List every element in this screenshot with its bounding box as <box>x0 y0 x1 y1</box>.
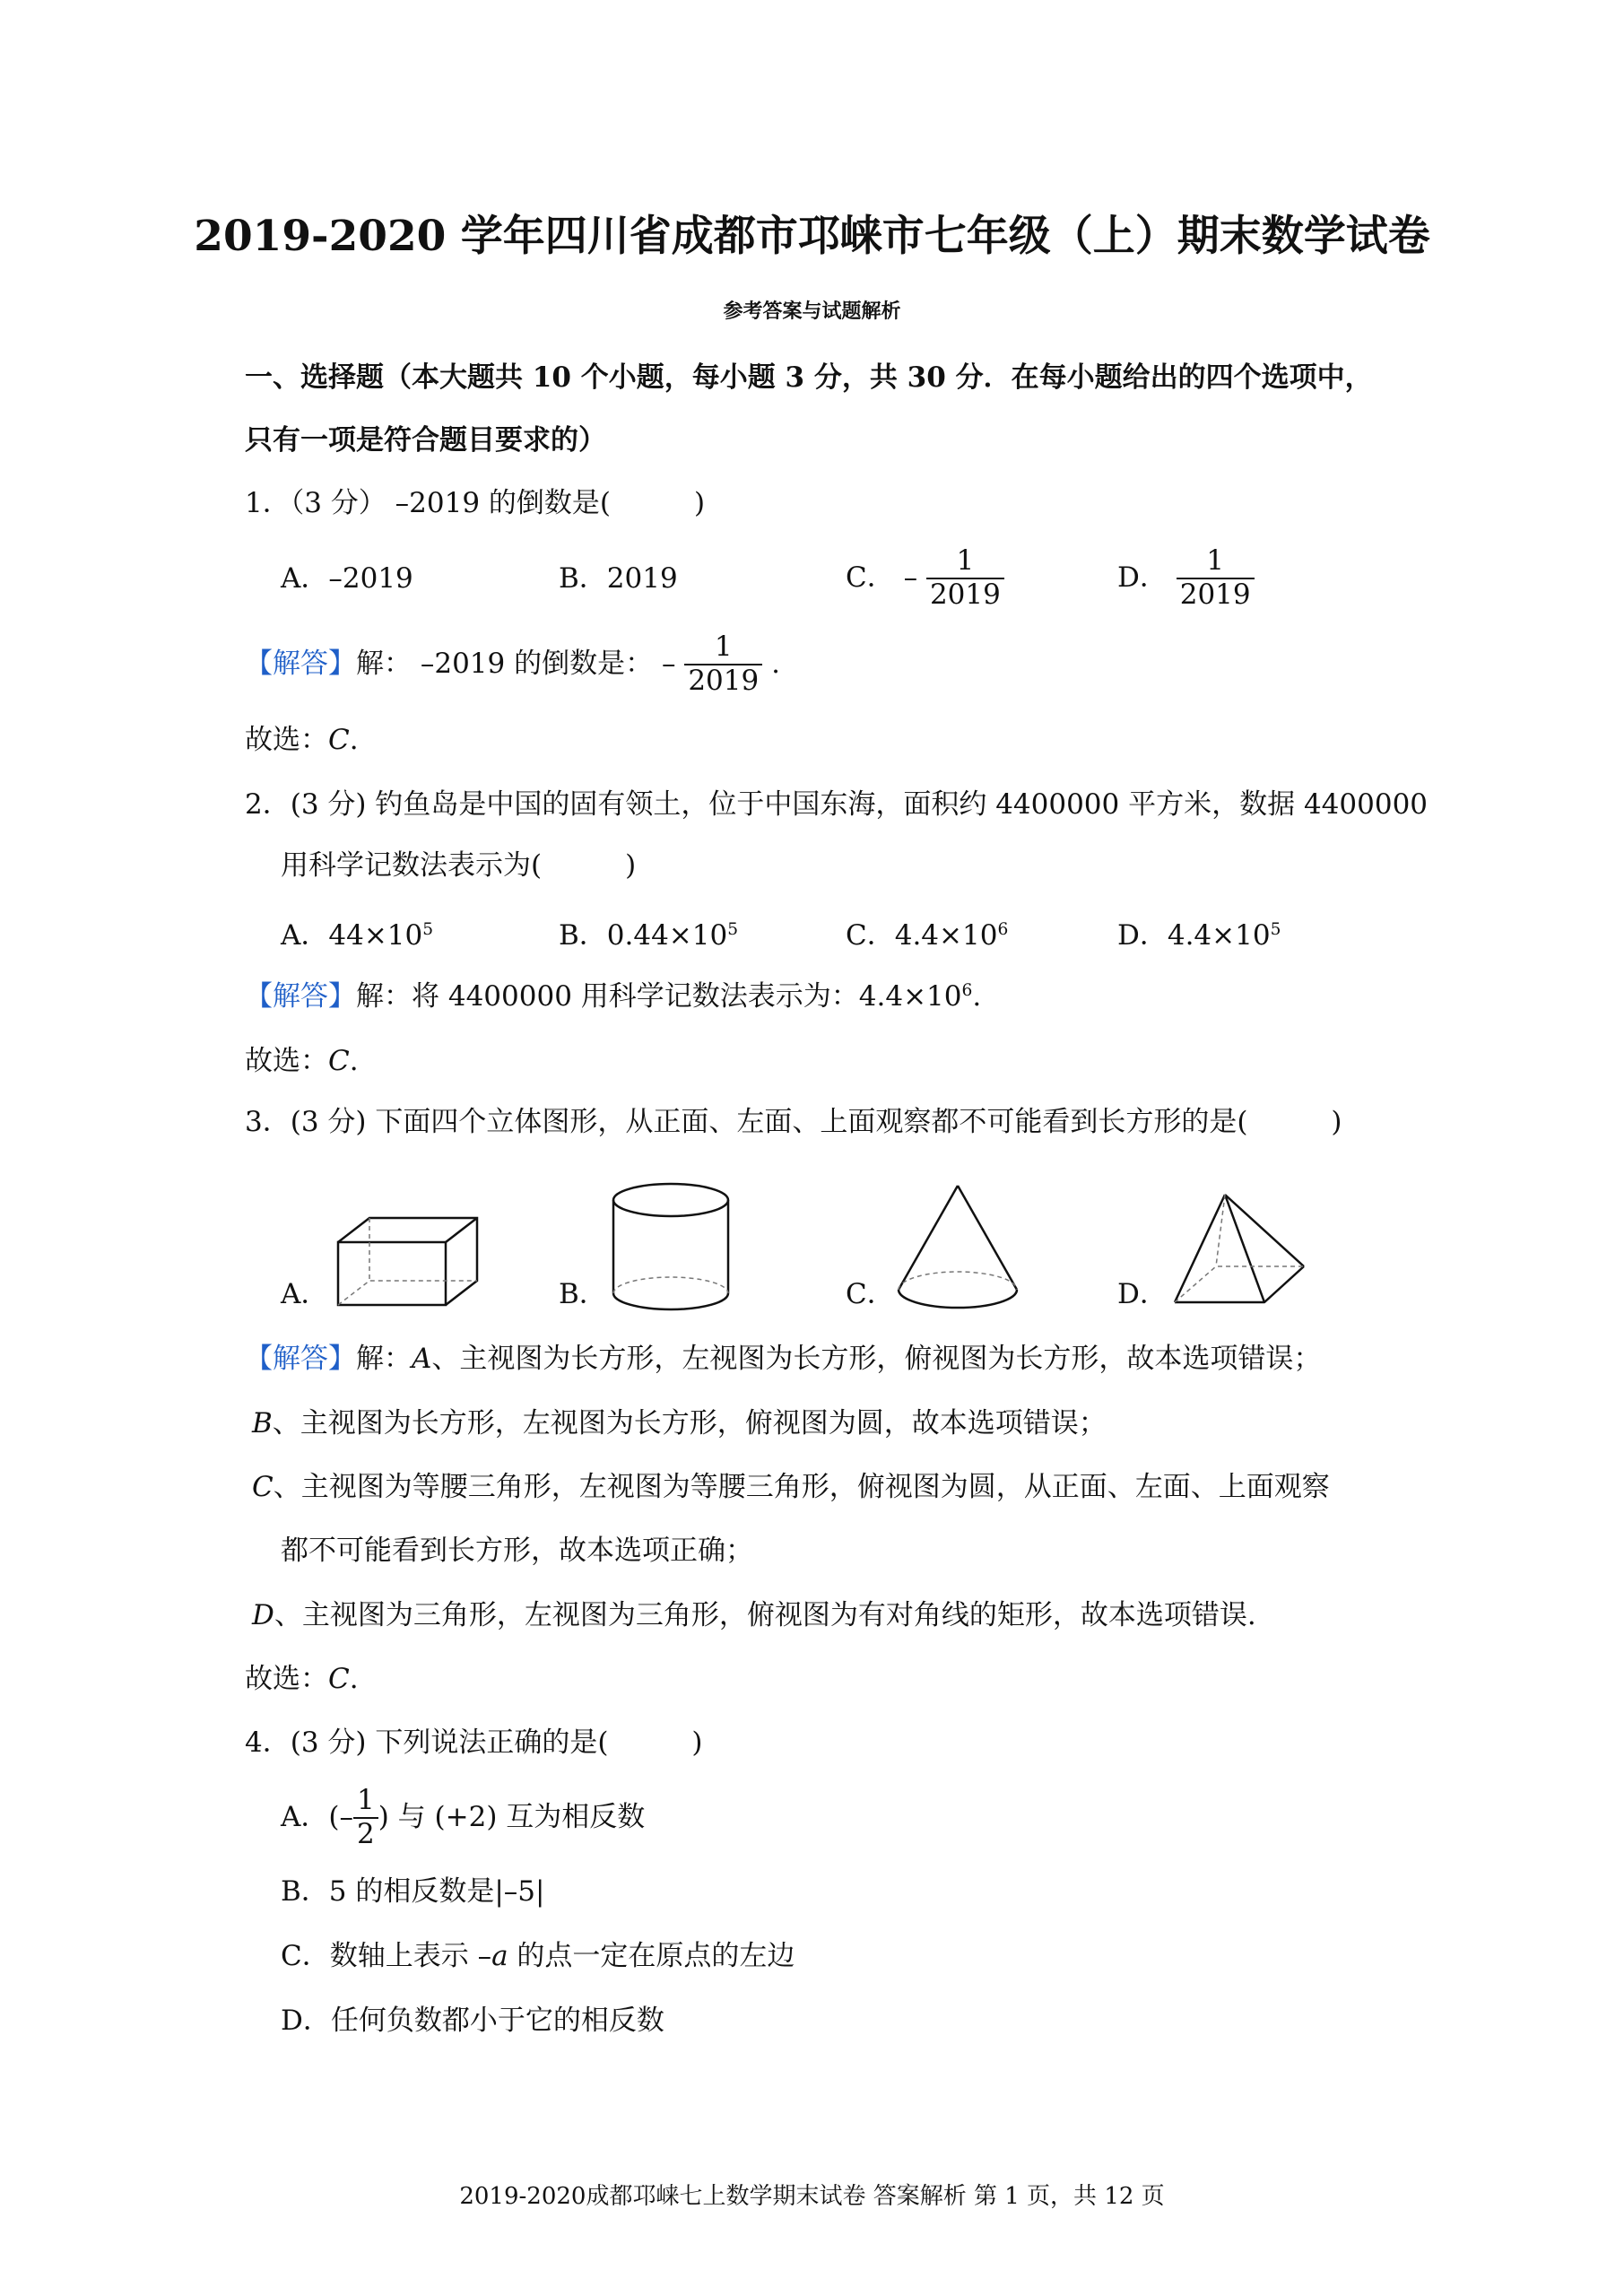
q2-solution: 【解答】解：将 4400000 用科学记数法表示为：$4.4\times 10^6$. <box>245 980 982 1013</box>
cylinder-figure <box>608 1180 734 1315</box>
q3-solution-c-text: 、主视图为等腰三角形，左视图为等腰三角形，俯视图为圆，从正面、左面、上面观察 <box>273 1471 1330 1503</box>
q4-option-c <box>281 1940 795 1972</box>
q3-solution-c <box>252 1471 1330 1503</box>
section-heading-line1: 一、选择题（本大题共 10 个小题，每小题 3 分，共 30 分．在每小题给出的四个选项中， <box>245 361 1373 394</box>
q1-solution-text: –2019 的倒数是： <box>420 648 654 681</box>
q2-option-a-base: A．44×10 <box>281 919 423 952</box>
page-footer: 2019-2020成都邛崃七上数学期末试卷 答案解析 第 1 页，共 12 页 <box>459 2183 1165 2210</box>
q4-option-a-denominator: 2 <box>353 1817 378 1851</box>
q3-solution-d <box>252 1599 1256 1631</box>
q1-stem: 1．（3 分） –2019 的倒数是( ) <box>245 487 706 519</box>
q4-stem: 4．(3 分) 下列说法正确的是( ) <box>245 1726 703 1759</box>
pyramid-figure <box>1171 1189 1315 1315</box>
q3-solution-b <box>252 1407 1107 1439</box>
q1-option-c-denominator: 2019 <box>926 578 1004 612</box>
q3-stem: 3．(3 分) 下面四个立体图形，从正面、左面、上面观察都不可能看到长方形的是( ) <box>245 1106 1342 1138</box>
q3-option-b-label: B． <box>559 1278 607 1310</box>
q4-option-a-fraction <box>353 1785 378 1850</box>
q3-option-a-label: A． <box>281 1278 329 1310</box>
q1-option-c-sign: – <box>903 561 918 595</box>
q3-solution-a-text: 、主视图为长方形，左视图为长方形，俯视图为长方形，故本选项错误； <box>431 1343 1322 1375</box>
q3-solution-a <box>245 1345 1321 1373</box>
q2-option-a-exponent: 5 <box>422 919 434 939</box>
q4-option-a-label: A． <box>281 1801 329 1834</box>
q3-solution-d-text: 、主视图为三角形，左视图为三角形，俯视图为有对角线的矩形，故本选项错误. <box>274 1599 1256 1631</box>
q1-option-a: A．–2019 <box>281 562 413 595</box>
q3-solution-b-letter: B <box>252 1407 273 1439</box>
solve-label: 解： <box>356 980 412 1013</box>
q1-option-d-numerator: 1 <box>1206 544 1225 577</box>
q2-stem-line2: 用科学记数法表示为( ) <box>281 849 637 882</box>
q1-option-c-numerator: 1 <box>956 544 975 577</box>
page-subtitle: 参考答案与试题解析 <box>723 300 901 323</box>
choose-label: 故选： <box>245 724 328 756</box>
answer-tag: 【解答】 <box>245 648 356 681</box>
q2-choice: 故选：C. <box>245 1045 359 1077</box>
q2-option-c-exponent: 6 <box>997 919 1009 939</box>
solve-label: 解： <box>356 648 412 681</box>
q4-option-a <box>281 1785 645 1850</box>
q1-solution-denominator: 2019 <box>684 664 762 698</box>
cuboid-figure <box>334 1211 486 1309</box>
q3-choice-letter: C <box>328 1663 350 1695</box>
q3-solution-d-letter: D <box>252 1599 274 1631</box>
section-heading-line2: 只有一项是符合题目要求的） <box>245 424 606 457</box>
q1-option-c-fraction <box>926 545 1004 611</box>
q2-option-b-exponent: 5 <box>727 919 739 939</box>
q1-option-c <box>846 545 1004 611</box>
q4-option-c-pre: C．数轴上表示 – <box>281 1940 492 1972</box>
q2-option-c-base: C．4.4×10 <box>846 919 998 952</box>
q4-option-a-open: (– <box>328 1801 353 1834</box>
q1-option-d-denominator: 2019 <box>1177 578 1255 612</box>
q1-solution-numerator: 1 <box>714 631 733 663</box>
choose-label: 故选： <box>245 1045 328 1077</box>
solve-label: 解： <box>356 1343 412 1375</box>
q2-option-d-exponent: 5 <box>1270 919 1281 939</box>
q3-solution-c-continued: 都不可能看到长方形，故本选项正确； <box>281 1535 753 1567</box>
q2-solution-text: 将 4400000 用科学记数法表示为：4.4×10 <box>412 980 962 1013</box>
choose-label: 故选： <box>245 1663 328 1695</box>
q1-choice: 故选：C. <box>245 724 359 756</box>
q4-option-c-post: 的点一定在原点的左边 <box>508 1940 795 1972</box>
q4-option-b: B．5 的相反数是|–5| <box>281 1875 545 1908</box>
q2-option-d <box>1117 919 1281 952</box>
q3-option-c-label: C． <box>846 1278 895 1310</box>
q3-solution-a-letter: A <box>412 1343 432 1375</box>
q3-solution-b-text: 、主视图为长方形，左视图为长方形，俯视图为圆，故本选项错误； <box>272 1407 1107 1439</box>
q2-option-d-base: D．4.4×10 <box>1117 919 1271 952</box>
q1-option-d <box>1117 545 1255 611</box>
q2-option-a <box>281 919 434 952</box>
q2-option-b <box>559 919 739 952</box>
q2-stem-line1: 2．(3 分) 钓鱼岛是中国的固有领土，位于中国东海，面积约 4400000 平方米，数据 4400000 <box>245 788 1429 821</box>
page-title: 2019-2020 学年四川省成都市邛崃市七年级（上）期末数学试卷 <box>194 212 1430 261</box>
q4-option-c-variable: a <box>491 1940 508 1972</box>
q2-solution-exponent: 6 <box>961 980 973 1000</box>
q1-solution-fraction <box>684 631 762 697</box>
q4-option-d: D．任何负数都小于它的相反数 <box>281 2005 664 2037</box>
q2-choice-letter: C <box>328 1045 350 1077</box>
q1-option-b: B．2019 <box>559 562 678 595</box>
q1-choice-letter: C <box>328 724 350 756</box>
q3-choice: 故选：C. <box>245 1663 359 1695</box>
q2-option-b-base: B．0.44×10 <box>559 919 728 952</box>
q2-option-c <box>846 919 1009 952</box>
q1-solution-sign: – <box>661 648 676 681</box>
q3-solution-c-letter: C <box>252 1471 274 1503</box>
q3-option-d-label: D． <box>1117 1278 1168 1310</box>
q1-solution: 【解答】解： –2019 的倒数是： – $\frac{1}{2019}$ . <box>245 631 780 697</box>
q4-option-a-rest: ) 与 (+2) 互为相反数 <box>378 1801 646 1834</box>
q1-option-d-fraction <box>1177 545 1255 611</box>
q1-option-d-label: D． <box>1117 561 1168 595</box>
answer-tag: 【解答】 <box>245 980 356 1013</box>
q4-option-a-numerator: 1 <box>357 1784 375 1816</box>
cone-figure <box>895 1182 1020 1317</box>
answer-tag: 【解答】 <box>245 1343 356 1375</box>
q1-option-c-label: C． <box>846 561 895 595</box>
